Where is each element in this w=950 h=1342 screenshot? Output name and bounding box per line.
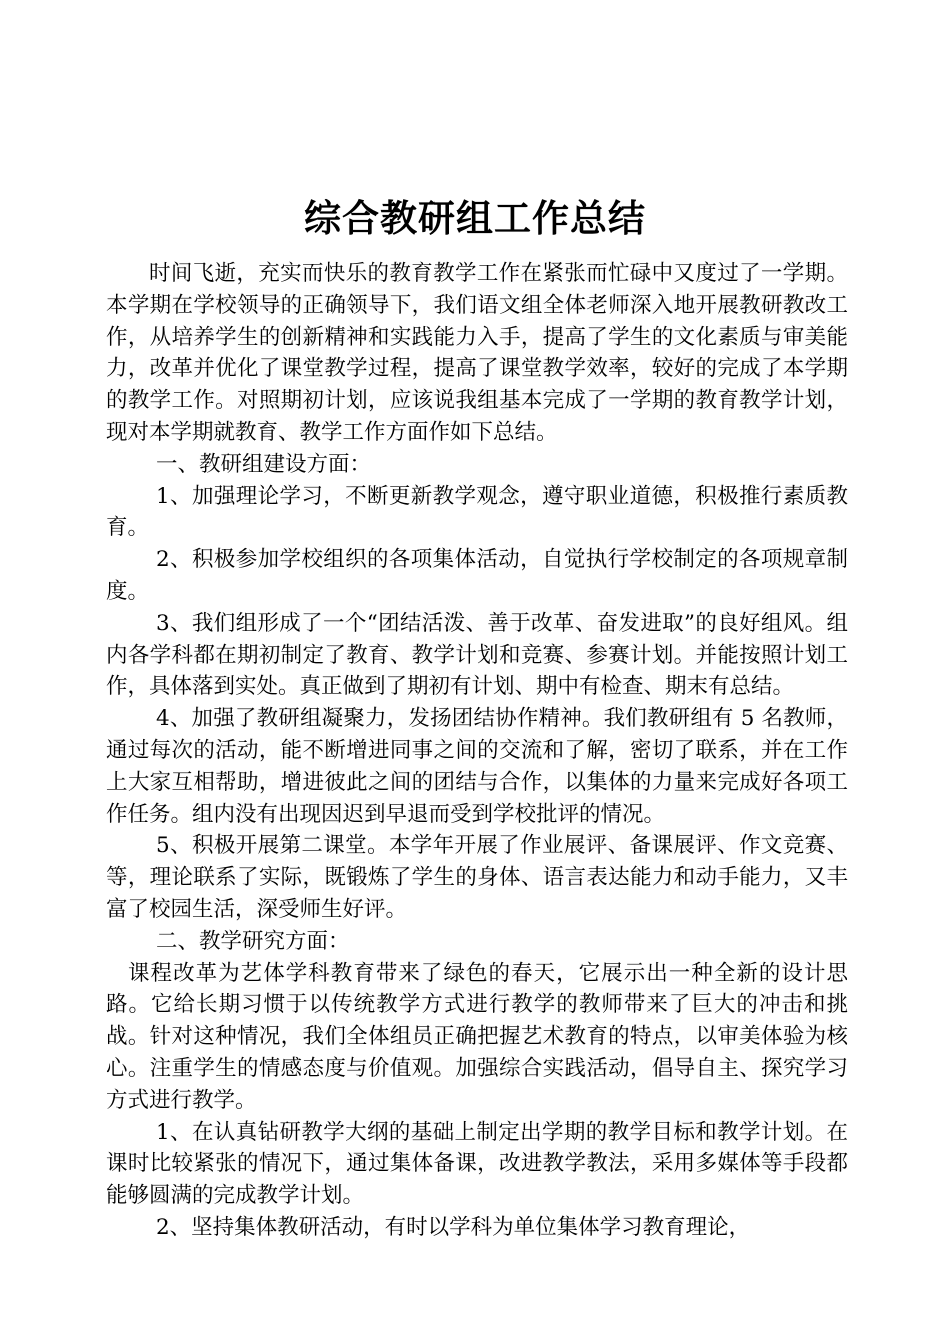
section-heading-team-building: 一、教研组建设方面： — [156, 451, 372, 477]
list-item-cohesion: 4、加强了教研组凝聚力，发扬团结协作精神。我们教研组有 5 名教师，通过每次的活动，能不断增进同事之间的交流和了解，密切了联系，并在工作上大家互相帮助，增进彼此之间的团结与合作，以集体的力量来完成好各项工作任务。组内没有出现因迟到早退而受到学校批评的情况。 — [106, 706, 848, 827]
document-body — [106, 258, 848, 1244]
intro-paragraph: 时间飞逝，充实而快乐的教育教学工作在紧张而忙碌中又度过了一学期。本学期在学校领导的正确领导下，我们语文组全体老师深入地开展教研教改工作，从培养学生的创新精神和实践能力入手，提高了学生的文化素质与审美能力，改革并优化了课堂教学过程，提高了课堂教学效率，较好的完成了本学期的教学工作。对照期初计划，应该说我组基本完成了一学期的教育教学计划，现对本学期就教育、教学工作方面作如下总结。 — [106, 261, 848, 445]
list-item-teaching-plan: 1、在认真钻研教学大纲的基础上制定出学期的教学目标和教学计划。在课时比较紧张的情况下，通过集体备课，改进教学教法，采用多媒体等手段都能够圆满的完成教学计划。 — [106, 1119, 848, 1209]
section-heading-teaching-research: 二、教学研究方面： — [156, 928, 350, 954]
list-item-group-style: 3、我们组形成了一个“团结活泼、善于改革、奋发进取”的良好组风。组内各学科都在期初制定了教育、教学计划和竞赛、参赛计划。并能按照计划工作，具体落到实处。真正做到了期初有计划、期中有检查、期末有总结。 — [106, 610, 848, 700]
curriculum-reform-paragraph: 课程改革为艺体学科教育带来了绿色的春天，它展示出一种全新的设计思路。它给长期习惯于以传统教学方式进行教学的教师带来了巨大的冲击和挑战。针对这种情况，我们全体组员正确把握艺术教育的特点，以审美体验为核心。注重学生的情感态度与价值观。加强综合实践活动，倡导自主、探究学习方式进行教学。 — [106, 960, 848, 1113]
list-item-collective-activities: 2、积极参加学校组织的各项集体活动，自觉执行学校制定的各项规章制度。 — [106, 547, 848, 604]
document-title: 综合教研组工作总结 — [304, 196, 646, 240]
list-item-second-classroom: 5、积极开展第二课堂。本学年开展了作业展评、备课展评、作文竞赛、等，理论联系了实际，既锻炼了学生的身体、语言表达能力和动手能力，又丰富了校园生活，深受师生好评。 — [106, 833, 848, 922]
list-item-theory-study: 1、加强理论学习，不断更新教学观念，遵守职业道德，积极推行素质教育。 — [106, 483, 848, 541]
list-item-collective-research: 2、坚持集体教研活动，有时以学科为单位集体学习教育理论， — [156, 1214, 751, 1240]
